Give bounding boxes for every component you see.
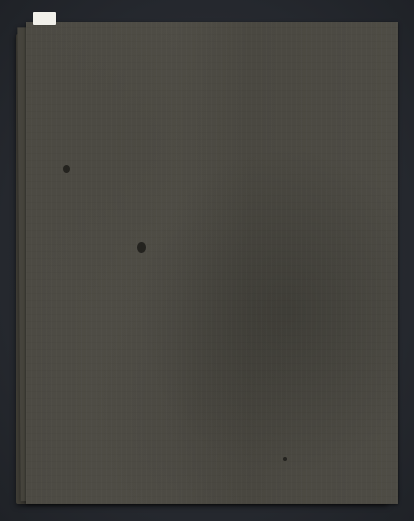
stain-spot bbox=[283, 457, 287, 461]
stain-spot bbox=[137, 242, 146, 253]
stain-spot bbox=[63, 165, 70, 173]
front-sheet bbox=[26, 22, 398, 504]
white-label-tab bbox=[33, 12, 56, 25]
